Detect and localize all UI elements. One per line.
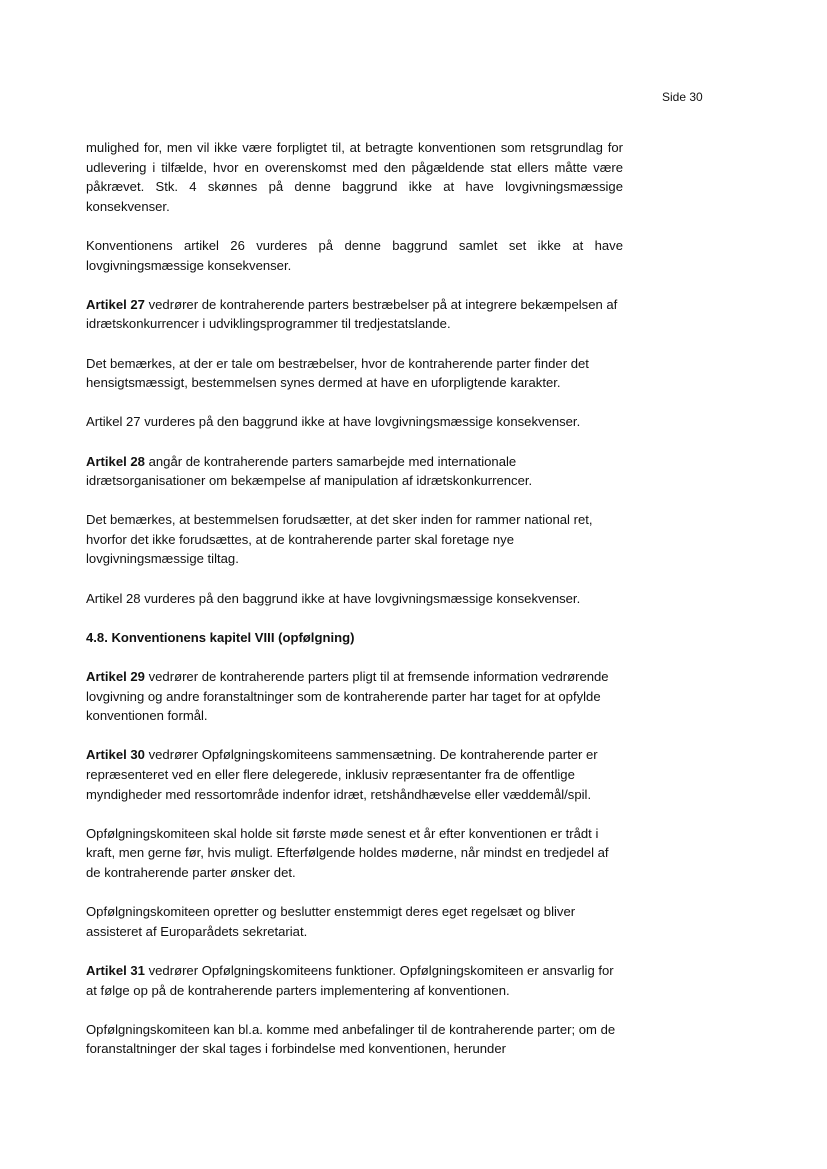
paragraph-text: Konventionens artikel 26 vurderes på denne baggrund samlet set ikke at have lovgivningsmæssige konsekvenser. xyxy=(86,237,623,273)
paragraph-article-28 xyxy=(86,452,623,491)
paragraph-text: mulighed for, men vil ikke være forpligtet til, at betragte konventionen som retsgrundlag for udlevering i tilfælde, hvor en overenskomst med den pågældende stat ellers måtte være påkrævet. Stk. 4 skønnes på denne baggrund ikke at have lovgivningsmæssige konsekvenser. xyxy=(86,140,623,214)
paragraph-text: Det bemærkes, at bestemmelsen forudsætter, at det sker inden for rammer national ret, hvorfor det ikke forudsættes, at de kontraherende parter skal foretage nye lovgivningsmæssige tiltag. xyxy=(86,512,593,567)
paragraph-article-30-meetings xyxy=(86,824,623,883)
paragraph-text: vedrører de kontraherende parters pligt til at fremsende information vedrørende lovgivning og andre foranstaltninger som de kontraherende parter har taget for at opfylde konventionen formål. xyxy=(86,669,609,724)
paragraph-text: Artikel 28 vurderes på den baggrund ikke at have lovgivningsmæssige konsekvenser. xyxy=(86,590,581,606)
paragraph-article-28-note xyxy=(86,510,623,569)
page-number: Side 30 xyxy=(662,90,703,104)
paragraph-article-27-note xyxy=(86,354,623,393)
paragraph-article-27-conclusion xyxy=(86,412,623,432)
article-label: Artikel 30 xyxy=(86,747,145,763)
article-label: Artikel 31 xyxy=(86,962,145,978)
article-label: Artikel 27 xyxy=(86,296,145,312)
article-label: Artikel 28 xyxy=(86,453,145,469)
paragraph-article-26-conclusion xyxy=(86,236,623,275)
paragraph-text: Opfølgningskomiteen kan bl.a. komme med anbefalinger til de kontraherende parter; om de foranstaltninger der skal tages i forbindelse med konventionen, herunder xyxy=(86,1021,616,1057)
paragraph-article-30-rules xyxy=(86,902,623,941)
paragraph-text: angår de kontraherende parters samarbejde med internationale idrætsorganisationer om bekæmpelse af manipulation af idrætskonkurrencer. xyxy=(86,453,533,489)
paragraph-text: vedrører de kontraherende parters bestræbelser på at integrere bekæmpelsen af idrætskonkurrencer i udviklingsprogrammer til tredjestatslande. xyxy=(86,296,618,332)
paragraph-text: vedrører Opfølgningskomiteens sammensætning. De kontraherende parter er repræsenteret ved en eller flere delegerede, inklusiv repræsentanter fra de offentlige myndigheder med ressortområde indenfor idræt, retshåndhævelse eller væddemål/spil. xyxy=(86,747,598,802)
paragraph-text: Det bemærkes, at der er tale om bestræbelser, hvor de kontraherende parter finder det hensigtsmæssigt, bestemmelsen synes dermed at have en uforpligtende karakter. xyxy=(86,355,589,391)
paragraph-article-26-stk4 xyxy=(86,138,623,216)
paragraph-article-29 xyxy=(86,667,623,726)
paragraph-text: Opfølgningskomiteen opretter og beslutter enstemmigt deres eget regelsæt og bliver assisteret af Europarådets sekretariat. xyxy=(86,904,576,939)
paragraph-article-31 xyxy=(86,961,623,1000)
paragraph-text: Opfølgningskomiteen skal holde sit første møde senest et år efter konventionen er trådt i kraft, men gerne før, hvis muligt. Efterfølgende holdes møderne, når mindst en tredjedel af de kontraherende parter ønsker det. xyxy=(86,825,609,880)
section-heading: 4.8. Konventionens kapitel VIII (opfølgning) xyxy=(86,629,355,645)
paragraph-article-31-recommendations xyxy=(86,1020,623,1059)
paragraph-text: vedrører Opfølgningskomiteens funktioner. Opfølgningskomiteen er ansvarlig for at følge op på de kontraherende parters implementering af konventionen. xyxy=(86,962,614,998)
paragraph-article-28-conclusion xyxy=(86,589,623,609)
document-body xyxy=(86,138,623,1079)
paragraph-text: Artikel 27 vurderes på den baggrund ikke at have lovgivningsmæssige konsekvenser. xyxy=(86,414,581,430)
paragraph-article-30 xyxy=(86,745,623,804)
paragraph-article-27 xyxy=(86,295,623,334)
article-label: Artikel 29 xyxy=(86,669,145,685)
